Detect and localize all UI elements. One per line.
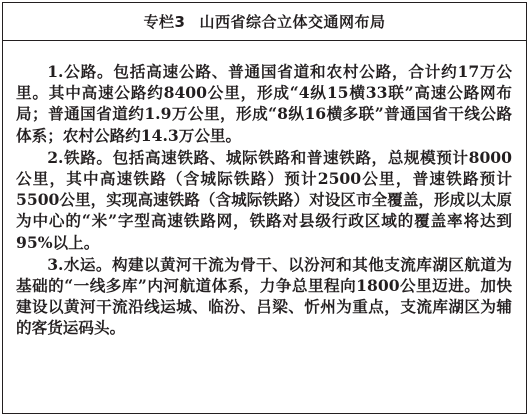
paragraph-text: 包括高速公路、普通国省道和农村公路，合计约17万公里。其中高速公路约8400公里，形成“4纵15横33联”高速公路网布局；普通国省道约1.9万公里，形成“8纵16横多联”普通国省干线公路体系；农村公路约14.3万公里。	[16, 62, 513, 145]
paragraph-waterway	[16, 254, 512, 339]
paragraph-highway	[16, 61, 512, 146]
paragraph-railway	[16, 147, 512, 253]
box-content	[16, 61, 512, 340]
box-label: 专栏3	[143, 13, 186, 31]
paragraph-text: 包括高速铁路、城际铁路和普速铁路，总规模预计8000公里，其中高速铁路（含城际铁路）预计2500公里，普速铁路预计5500公里，实现高速铁路（含城际铁路）对设区市全覆盖，形成以太原为中心的“米”字型高速铁路网，铁路对县级行政区域的覆盖率将达到95%以上。	[16, 147, 513, 252]
box-title: 山西省综合立体交通网布局	[199, 13, 386, 31]
paragraph-lead: 3.水运。	[47, 254, 112, 274]
feature-box	[2, 2, 527, 414]
paragraph-text: 构建以黄河干流为骨干、以汾河和其他支流库湖区航道为基础的“一线多库”内河航道体系，力争总里程向1800公里迈进。加快建设以黄河干流沿线运城、临汾、吕梁、忻州为重点，支流库湖区为辅的客货运码头。	[16, 254, 512, 338]
paragraph-lead: 1.公路。	[47, 62, 114, 81]
box-header	[3, 3, 526, 41]
paragraph-lead: 2.铁路。	[47, 147, 113, 167]
